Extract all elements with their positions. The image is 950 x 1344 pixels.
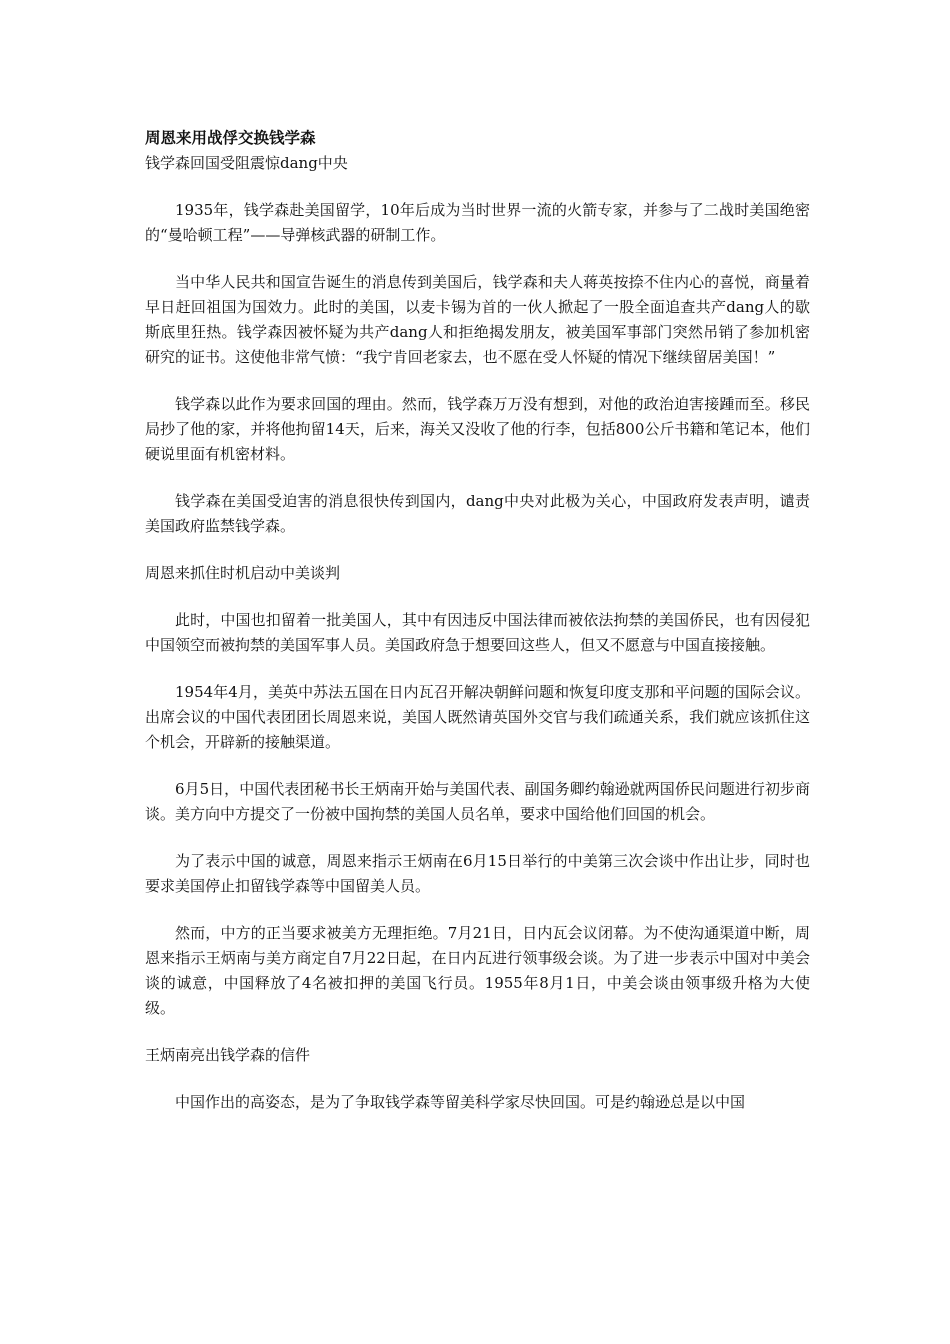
paragraph: 6月5日，中国代表团秘书长王炳南开始与美国代表、副国务卿约翰逊就两国侨民问题进行初步商谈。美方向中方提交了一份被中国拘禁的美国人员名单，要求中国给他们回国的机会。 (145, 780, 810, 823)
paragraph: 然而，中方的正当要求被美方无理拒绝。7月21日，日内瓦会议闭幕。为不使沟通渠道中断，周恩来指示王炳南与美方商定自7月22日起，在日内瓦进行领事级会谈。为了进一步表示中国对中美会谈的诚意，中国释放了4名被扣押的美国飞行员。1955年8月1日，中美会谈由领事级升格为大使级。 (145, 924, 810, 1017)
paragraph: 1954年4月，美英中苏法五国在日内瓦召开解决朝鲜问题和恢复印度支那和平问题的国际会议。出席会议的中国代表团团长周恩来说，美国人既然请英国外交官与我们疏通关系，我们就应该抓住这个机会，开辟新的接触渠道。 (145, 683, 810, 751)
paragraph: 1935年，钱学森赴美国留学，10年后成为当时世界一流的火箭专家，并参与了二战时美国绝密的“曼哈顿工程”——导弹核武器的研制工作。 (145, 201, 810, 244)
paragraph: 为了表示中国的诚意，周恩来指示王炳南在6月15日举行的中美第三次会谈中作出让步，同时也要求美国停止扣留钱学森等中国留美人员。 (145, 852, 810, 895)
paragraph: 当中华人民共和国宣告诞生的消息传到美国后，钱学森和夫人蒋英按捺不住内心的喜悦，商量着早日赶回祖国为国效力。此时的美国，以麦卡锡为首的一伙人掀起了一股全面追查共产dang人的歇斯底里狂热。钱学森因被怀疑为共产dang人和拒绝揭发朋友，被美国军事部门突然吊销了参加机密研究的证书。这使他非常气愤：“我宁肯回老家去，也不愿在受人怀疑的情况下继续留居美国！” (145, 273, 810, 366)
article-subtitle: 钱学森回国受阻震惊dang中央 (145, 154, 348, 172)
paragraph: 钱学森在美国受迫害的消息很快传到国内，dang中央对此极为关心，中国政府发表声明，谴责美国政府监禁钱学森。 (145, 492, 810, 535)
article-title: 周恩来用战俘交换钱学森 (145, 129, 316, 147)
paragraph: 钱学森以此作为要求回国的理由。然而，钱学森万万没有想到，对他的政治迫害接踵而至。移民局抄了他的家，并将他拘留14天，后来，海关又没收了他的行李，包括800公斤书籍和笔记本，他们硬说里面有机密材料。 (145, 395, 810, 463)
paragraph: 中国作出的高姿态，是为了争取钱学森等留美科学家尽快回国。可是约翰逊总是以中国 (175, 1093, 746, 1111)
paragraph: 此时，中国也扣留着一批美国人，其中有因违反中国法律而被依法拘禁的美国侨民，也有因侵犯中国领空而被拘禁的美国军事人员。美国政府急于想要回这些人，但又不愿意与中国直接接触。 (145, 611, 810, 654)
section-heading: 周恩来抓住时机启动中美谈判 (145, 564, 341, 582)
section-heading: 王炳南亮出钱学森的信件 (145, 1046, 311, 1064)
document-body (145, 126, 810, 1137)
